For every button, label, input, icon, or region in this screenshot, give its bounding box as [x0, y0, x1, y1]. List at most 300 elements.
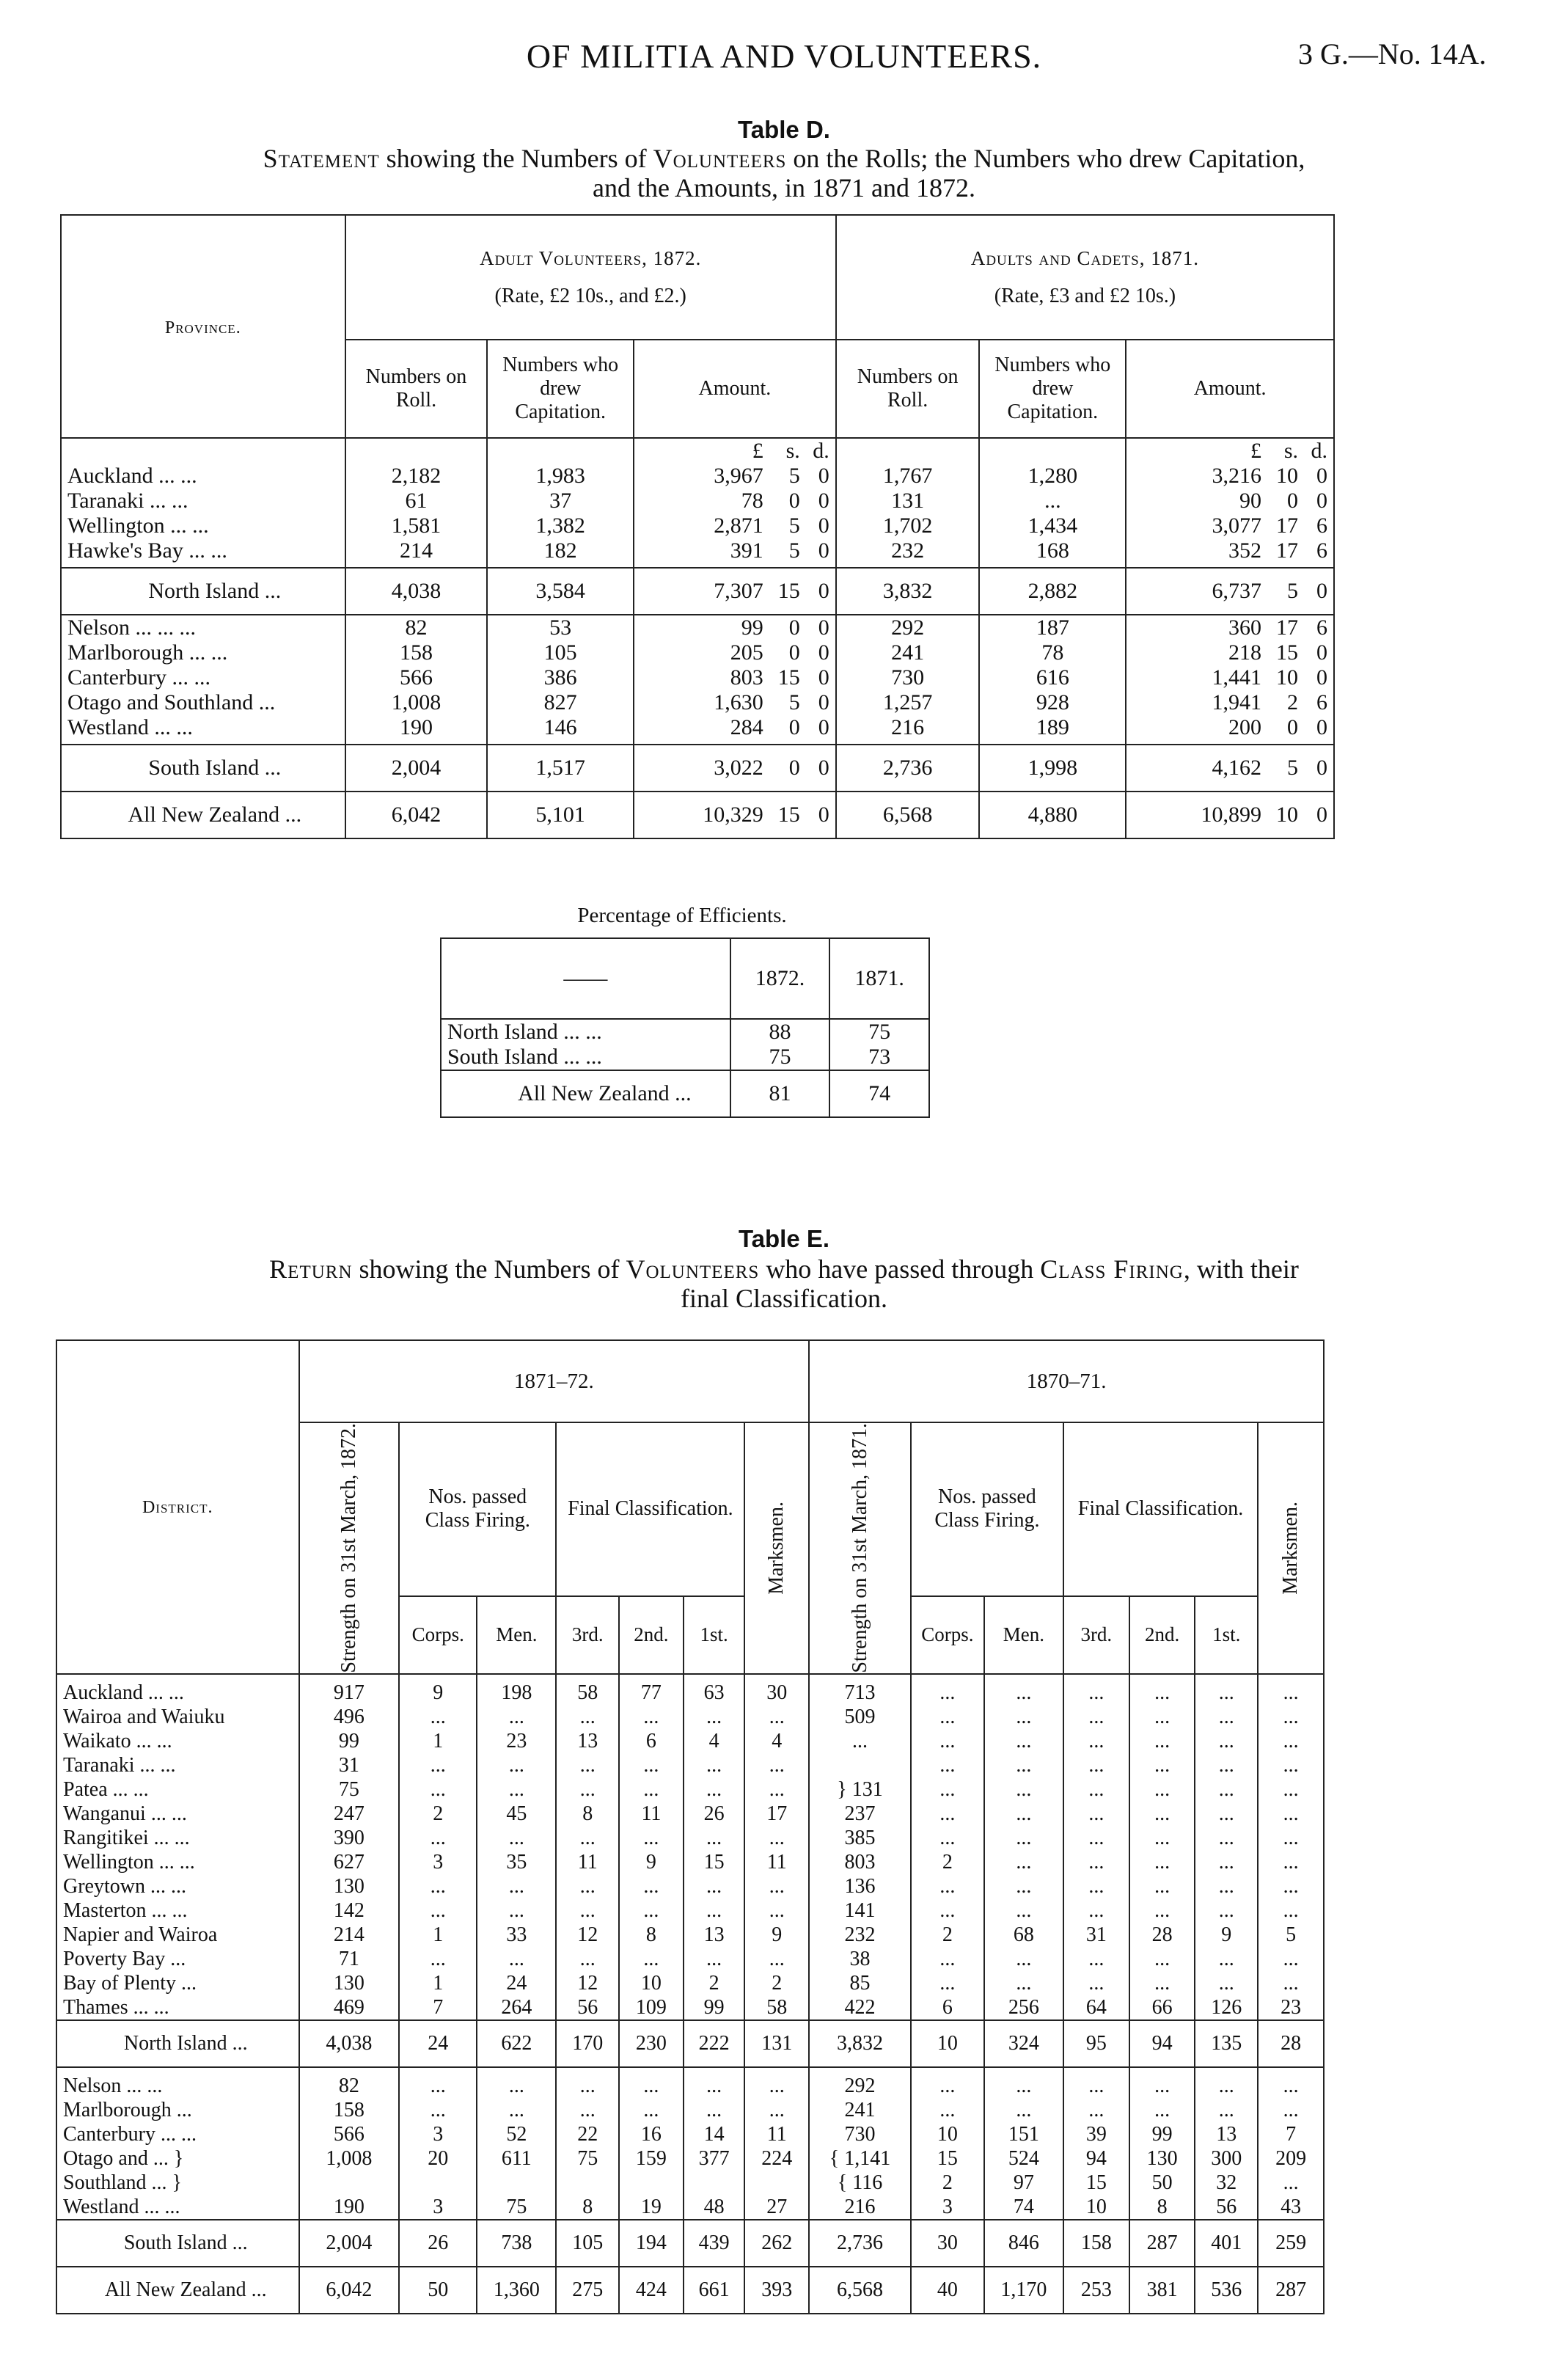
first-1872: 377: [684, 2147, 745, 2171]
marksmen-1872: 30: [744, 1681, 809, 1706]
table-row: [56, 2147, 1324, 2171]
men-1871: ...: [984, 2075, 1063, 2099]
second-1872: 109: [619, 1996, 684, 2020]
table-row: [56, 1875, 1324, 1899]
first-1871: ...: [1195, 2099, 1258, 2123]
amount-1871-lsd: [1173, 579, 1327, 604]
strength-1871: 232: [809, 1923, 911, 1948]
first-1871: ...: [1195, 1706, 1258, 1730]
roll-1872: 190: [345, 715, 488, 740]
amount-1871-lsd: [1173, 803, 1327, 827]
third-1872: [556, 2171, 619, 2196]
first-1872: 13: [684, 1923, 745, 1948]
amount-1871: [1126, 640, 1334, 665]
table-row: [56, 1681, 1324, 1706]
amount-1872-pounds: 2,871: [714, 513, 763, 538]
third-1871: 94: [1063, 2147, 1129, 2171]
third-1872: 22: [556, 2123, 619, 2147]
first-1871: ...: [1195, 1875, 1258, 1899]
corps-1871: 40: [911, 2267, 984, 2314]
district-name: Auckland ... ...: [56, 1681, 299, 1706]
second-1871: ...: [1129, 1827, 1195, 1851]
third-1872: 105: [556, 2220, 619, 2267]
district-name: Patea ... ...: [56, 1778, 299, 1802]
men-1872: ...: [477, 1875, 556, 1899]
men-1872: 75: [477, 2196, 556, 2220]
men-1872: 52: [477, 2123, 556, 2147]
table-row: [61, 615, 1334, 640]
strength-1872: 6,042: [299, 2267, 400, 2314]
corps-1872: 26: [399, 2220, 477, 2267]
marksmen-1872: 131: [744, 2020, 809, 2067]
spacer-cell: [684, 2067, 745, 2075]
third-1871: 253: [1063, 2267, 1129, 2314]
spacer-cell: [477, 1674, 556, 1681]
marksmen-1871: ...: [1258, 1827, 1324, 1851]
table-row: [56, 2171, 1324, 2196]
roll-1872: 2,182: [345, 464, 488, 489]
page-title: OF MILITIA AND VOLUNTEERS.: [526, 37, 1042, 75]
capitation-1872: 146: [487, 715, 634, 740]
running-head: [0, 37, 1568, 81]
men-1871: 97: [984, 2171, 1063, 2196]
amount-1872-pounds: 205: [730, 640, 763, 665]
strength-1871: 241: [809, 2099, 911, 2123]
table-row: [441, 1019, 929, 1045]
sub-roll-72: Numbers on Roll.: [345, 340, 488, 438]
strength-1872: 82: [299, 2075, 400, 2099]
amount-1872-pence: 0: [818, 803, 829, 827]
table-row: [56, 1802, 1324, 1827]
spacer-cell: [619, 2067, 684, 2075]
third-1871: 64: [1063, 1996, 1129, 2020]
marksmen-1872: 11: [744, 1851, 809, 1875]
amount-1871: [1126, 745, 1334, 792]
roll-1871: 6,568: [836, 792, 980, 838]
spacer-cell: [744, 1674, 809, 1681]
third-1872: 170: [556, 2020, 619, 2067]
table-row: [56, 1778, 1324, 1802]
corps-1871: 3: [911, 2196, 984, 2220]
corps-1872: [399, 2171, 477, 2196]
men-1871: ...: [984, 1972, 1063, 1996]
marksmen-1871: 287: [1258, 2267, 1324, 2314]
corps-1871: 10: [911, 2123, 984, 2147]
caption-lead: Statement: [263, 144, 380, 173]
men-1872: 1,360: [477, 2267, 556, 2314]
first-1871: ...: [1195, 1851, 1258, 1875]
first-1871: 401: [1195, 2220, 1258, 2267]
table-d-south-rows: [61, 615, 1334, 745]
year-1871-72: 1871–72.: [299, 1340, 810, 1422]
sub-cap-71: Numbers who drew Capitation.: [979, 340, 1126, 438]
amount-1872-pounds: 10,329: [703, 803, 763, 827]
strength-1872: 99: [299, 1730, 400, 1754]
strength-1871: 141: [809, 1899, 911, 1923]
second-1871: ...: [1129, 1851, 1195, 1875]
roll-1871: 730: [836, 665, 980, 690]
spacer-row: [56, 2067, 1324, 2075]
second-1871: ...: [1129, 1948, 1195, 1972]
men-1871: ...: [984, 1851, 1063, 1875]
strength-1872: 130: [299, 1972, 400, 1996]
first-1872: 4: [684, 1730, 745, 1754]
amount-1871-shillings: 10: [1276, 464, 1298, 488]
roll-1871: 241: [836, 640, 980, 665]
first-1872: 439: [684, 2220, 745, 2267]
col-2nd-71: 2nd.: [1129, 1596, 1195, 1674]
table-row: [61, 640, 1334, 665]
corps-1871: ...: [911, 1778, 984, 1802]
men-1871: 524: [984, 2147, 1063, 2171]
strength-1871: 713: [809, 1681, 911, 1706]
table-e-nz-total: [56, 2267, 1324, 2314]
district-name: Southland ... }: [56, 2171, 299, 2196]
strength-1872: 158: [299, 2099, 400, 2123]
spacer-cell: [299, 2067, 400, 2075]
second-1872: 6: [619, 1730, 684, 1754]
second-1871: ...: [1129, 1706, 1195, 1730]
strength-1871: 237: [809, 1802, 911, 1827]
sub-roll-71: Numbers on Roll.: [836, 340, 980, 438]
total-row: [56, 2020, 1324, 2067]
table-e-title: Table E.: [738, 1225, 830, 1252]
district-name: Thames ... ...: [56, 1996, 299, 2020]
second-1871: ...: [1129, 1681, 1195, 1706]
amount-1872: [634, 464, 836, 489]
third-1872: ...: [556, 2075, 619, 2099]
men-1872: ...: [477, 1899, 556, 1923]
total-row: [441, 1070, 929, 1117]
marksmen-1871: ...: [1258, 1948, 1324, 1972]
amount-1871-pounds: 10,899: [1201, 803, 1261, 827]
province-name: Nelson ... ... ...: [61, 615, 345, 640]
province-name: North Island ...: [61, 568, 345, 615]
amount-1871-pence: 6: [1316, 690, 1327, 714]
men-1872: 738: [477, 2220, 556, 2267]
amount-1872-lsd: [675, 538, 829, 563]
amount-1872-pounds: 803: [730, 665, 763, 690]
men-1872: [477, 2171, 556, 2196]
table-d-caption: Statement showing the Numbers of Volunteers on the Rolls; the Numbers who drew Capitation, and the Amounts, in 1871 and 1872.: [263, 144, 1305, 202]
capitation-1871: 78: [979, 640, 1126, 665]
amount-1871: [1126, 690, 1334, 715]
amount-1872: [634, 715, 836, 740]
third-1871: ...: [1063, 2075, 1129, 2099]
amount-1872-shillings: 5: [788, 690, 800, 714]
strength-1872: 917: [299, 1681, 400, 1706]
marksmen-1871: ...: [1258, 1851, 1324, 1875]
marksmen-1871: 43: [1258, 2196, 1324, 2220]
sub-amount-72: Amount.: [634, 340, 836, 438]
amount-1872-pounds: 99: [741, 615, 763, 640]
amount-1872-shillings: 5: [788, 538, 800, 563]
third-1871: ...: [1063, 2099, 1129, 2123]
men-1872: 264: [477, 1996, 556, 2020]
amount-1871-pounds: 352: [1228, 538, 1261, 563]
amount-1872-shillings: 5: [788, 513, 800, 538]
amount-1872-pence: 0: [818, 665, 829, 690]
amount-1871-pounds: 218: [1228, 640, 1261, 665]
group-adult-1872: Adult Volunteers, 1872. (Rate, £2 10s., and £2.): [345, 215, 836, 340]
men-1871: 1,170: [984, 2267, 1063, 2314]
strength-1872: [299, 2171, 400, 2196]
island-name: All New Zealand ...: [441, 1070, 730, 1117]
marksmen-1871: ...: [1258, 2171, 1324, 2196]
amount-1871-shillings: 10: [1276, 803, 1298, 827]
amount-1872-pounds: 7,307: [714, 579, 763, 603]
third-1872: 13: [556, 1730, 619, 1754]
first-1871: ...: [1195, 1730, 1258, 1754]
capitation-1871: 928: [979, 690, 1126, 715]
roll-1872: 61: [345, 489, 488, 513]
table-row: [61, 538, 1334, 563]
second-1871: 66: [1129, 1996, 1195, 2020]
amount-1872-lsd: [675, 489, 829, 513]
roll-1872: 158: [345, 640, 488, 665]
first-1872: 661: [684, 2267, 745, 2314]
amount-1872-lsd: [675, 615, 829, 640]
amount-1871-shillings: 2: [1287, 690, 1298, 714]
amount-1871: [1126, 715, 1334, 740]
second-1872: 11: [619, 1802, 684, 1827]
marksmen-1871: ...: [1258, 2099, 1324, 2123]
third-1871: ...: [1063, 1778, 1129, 1802]
men-1871: 324: [984, 2020, 1063, 2067]
second-1872: 16: [619, 2123, 684, 2147]
amount-1872: [634, 489, 836, 513]
second-1871: ...: [1129, 1972, 1195, 1996]
men-1871: ...: [984, 1827, 1063, 1851]
table-d-nz-total: [61, 792, 1334, 838]
district-name: Marlborough ...: [56, 2099, 299, 2123]
men-1871: 68: [984, 1923, 1063, 1948]
second-1872: [619, 2171, 684, 2196]
total-row: [61, 568, 1334, 615]
spacer-cell: [744, 2067, 809, 2075]
col-corps-72: Corps.: [399, 1596, 477, 1674]
col-men-71: Men.: [984, 1596, 1063, 1674]
amount-1871-pence: 6: [1316, 513, 1327, 538]
amount-1872-pounds: 78: [741, 489, 763, 513]
col-strength-1872: Strength on 31st March, 1872.: [299, 1422, 400, 1674]
first-1871: ...: [1195, 1681, 1258, 1706]
marksmen-1871: 7: [1258, 2123, 1324, 2147]
table-row: [56, 2099, 1324, 2123]
amount-1871: [1126, 513, 1334, 538]
first-1872: [684, 2171, 745, 2196]
table-e: [56, 1339, 1325, 2314]
corps-1871: ...: [911, 1754, 984, 1778]
amount-1871-pence: 0: [1316, 464, 1327, 488]
roll-1872: 6,042: [345, 792, 488, 838]
first-1871: ...: [1195, 1802, 1258, 1827]
corps-1872: ...: [399, 1778, 477, 1802]
spacer-cell: [56, 2067, 299, 2075]
spacer-cell: [56, 1674, 299, 1681]
amount-1871: [1126, 568, 1334, 615]
second-1872: 194: [619, 2220, 684, 2267]
col-passed-72: Nos. passed Class Firing.: [399, 1422, 556, 1596]
first-1872: ...: [684, 1899, 745, 1923]
corps-1872: ...: [399, 1948, 477, 1972]
second-1872: 77: [619, 1681, 684, 1706]
marksmen-1871: ...: [1258, 1972, 1324, 1996]
island-name: North Island ... ...: [441, 1019, 730, 1045]
second-1872: ...: [619, 1899, 684, 1923]
first-1872: ...: [684, 2099, 745, 2123]
district-name: Wairoa and Waiuku: [56, 1706, 299, 1730]
amount-1871-pounds: 1,941: [1212, 690, 1261, 714]
roll-1872: 1,581: [345, 513, 488, 538]
men-1872: 198: [477, 1681, 556, 1706]
strength-1871: 6,568: [809, 2267, 911, 2314]
table-row: [56, 1948, 1324, 1972]
marksmen-1872: ...: [744, 1778, 809, 1802]
amount-1871: [1126, 489, 1334, 513]
amount-1872-pence: 0: [818, 640, 829, 665]
table-row: [56, 2123, 1324, 2147]
corps-1872: ...: [399, 1827, 477, 1851]
efficients-title: Percentage of Efficients.: [577, 904, 787, 927]
second-1872: 8: [619, 1923, 684, 1948]
strength-1871: { 116: [809, 2171, 911, 2196]
col-1st-71: 1st.: [1195, 1596, 1258, 1674]
table-row: [56, 2196, 1324, 2220]
marksmen-1872: [744, 2171, 809, 2196]
table-e-north-rows: [56, 1674, 1324, 2020]
corps-1871: ...: [911, 1827, 984, 1851]
first-1872: ...: [684, 1875, 745, 1899]
corps-1871: 2: [911, 1851, 984, 1875]
spacer-cell: [809, 2067, 911, 2075]
province-name: Wellington ... ...: [61, 513, 345, 538]
first-1871: 13: [1195, 2123, 1258, 2147]
strength-1871: 216: [809, 2196, 911, 2220]
third-1871: ...: [1063, 1948, 1129, 1972]
third-1871: 95: [1063, 2020, 1129, 2067]
corps-1872: 3: [399, 2196, 477, 2220]
second-1871: ...: [1129, 1730, 1195, 1754]
men-1871: ...: [984, 1730, 1063, 1754]
men-1872: 24: [477, 1972, 556, 1996]
amount-1871-lsd: [1173, 513, 1327, 538]
table-d: [60, 214, 1335, 839]
marksmen-1871: ...: [1258, 1802, 1324, 1827]
province-name: South Island ...: [61, 745, 345, 792]
table-row: [56, 1706, 1324, 1730]
table-row: [56, 1996, 1324, 2020]
amount-1872-lsd: [675, 715, 829, 740]
capitation-1871: 1,998: [979, 745, 1126, 792]
col-district: District.: [56, 1340, 299, 1674]
corps-1871: 2: [911, 1923, 984, 1948]
capitation-1871: 4,880: [979, 792, 1126, 838]
table-row: [441, 1045, 929, 1070]
second-1872: ...: [619, 1948, 684, 1972]
marksmen-1872: 58: [744, 1996, 809, 2020]
strength-1872: 390: [299, 1827, 400, 1851]
corps-1872: 3: [399, 2123, 477, 2147]
strength-1872: 566: [299, 2123, 400, 2147]
men-1872: ...: [477, 1827, 556, 1851]
amount-1871-lsd: [1173, 640, 1327, 665]
amount-1872-shillings: 15: [777, 665, 800, 690]
amount-1871-shillings: 15: [1276, 640, 1298, 665]
amount-1871: [1126, 615, 1334, 640]
strength-1872: 31: [299, 1754, 400, 1778]
second-1871: ...: [1129, 1754, 1195, 1778]
table-row: [61, 513, 1334, 538]
roll-1872: 82: [345, 615, 488, 640]
third-1872: ...: [556, 1778, 619, 1802]
third-1871: 31: [1063, 1923, 1129, 1948]
roll-1871: 232: [836, 538, 980, 563]
men-1872: 622: [477, 2020, 556, 2067]
strength-1872: 247: [299, 1802, 400, 1827]
strength-1871: 803: [809, 1851, 911, 1875]
third-1872: ...: [556, 1754, 619, 1778]
second-1872: ...: [619, 1706, 684, 1730]
marksmen-1872: ...: [744, 1899, 809, 1923]
third-1872: 12: [556, 1923, 619, 1948]
corps-1871: 6: [911, 1996, 984, 2020]
men-1871: ...: [984, 1802, 1063, 1827]
capitation-1871: 1,434: [979, 513, 1126, 538]
table-e-north-total: [56, 2020, 1324, 2067]
roll-1871: 1,702: [836, 513, 980, 538]
marksmen-1871: 5: [1258, 1923, 1324, 1948]
capitation-1872: 827: [487, 690, 634, 715]
amount-1872-pence: 0: [818, 615, 829, 640]
third-1872: 8: [556, 1802, 619, 1827]
roll-1871: 1,767: [836, 464, 980, 489]
corps-1872: 24: [399, 2020, 477, 2067]
men-1872: 45: [477, 1802, 556, 1827]
district-name: Greytown ... ...: [56, 1875, 299, 1899]
value-1872: 81: [730, 1070, 830, 1117]
spacer-cell: [399, 2067, 477, 2075]
amount-1872: [634, 538, 836, 563]
corps-1871: ...: [911, 1875, 984, 1899]
col-final-72: Final Classification.: [556, 1422, 744, 1596]
strength-1871: 730: [809, 2123, 911, 2147]
spacer-cell: [911, 2067, 984, 2075]
table-row: [56, 1972, 1324, 1996]
capitation-1872: 1,517: [487, 745, 634, 792]
roll-1871: 2,736: [836, 745, 980, 792]
district-name: Westland ... ...: [56, 2196, 299, 2220]
amount-1872: [634, 745, 836, 792]
marksmen-1871: ...: [1258, 1754, 1324, 1778]
district-name: Bay of Plenty ...: [56, 1972, 299, 1996]
province-name: Westland ... ...: [61, 715, 345, 740]
second-1872: 19: [619, 2196, 684, 2220]
strength-1872: 214: [299, 1923, 400, 1948]
amount-1872: [634, 640, 836, 665]
amount-1872-pence: 0: [818, 489, 829, 513]
amount-1872-pence: 0: [818, 715, 829, 739]
eff-col-1871: 1871.: [829, 938, 929, 1019]
spacer-cell: [299, 1674, 400, 1681]
amount-1871-lsd: [1173, 538, 1327, 563]
amount-1871-pence: 0: [1316, 715, 1327, 739]
roll-1872: 1,008: [345, 690, 488, 715]
corps-1871: ...: [911, 1972, 984, 1996]
marksmen-1872: 9: [744, 1923, 809, 1948]
table-e-caption: Return showing the Numbers of Volunteers who have passed through Class Firing, with their final Classification.: [269, 1254, 1299, 1313]
first-1871: 300: [1195, 2147, 1258, 2171]
